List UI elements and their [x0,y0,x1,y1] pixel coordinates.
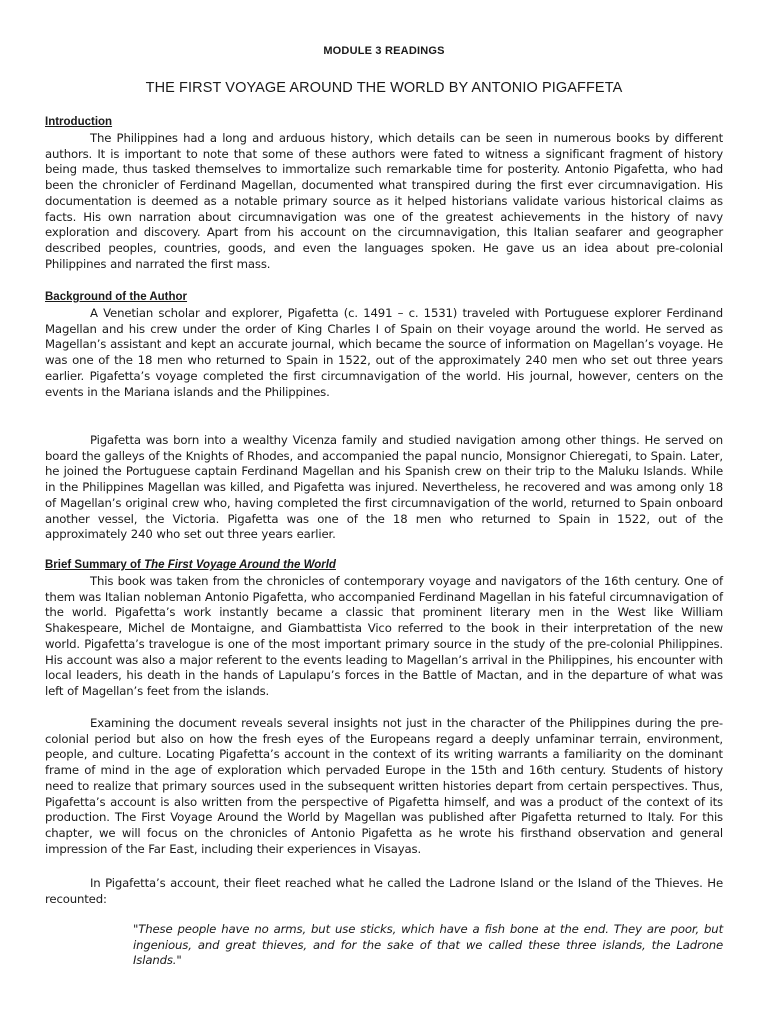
summary-paragraph-1: This book was taken from the chronicles of contemporary voyage and navigators of the 16th century. One of them was Italian nobleman Antonio Pigafetta, who accompanied Ferdinand Magellan in his fateful circumnavigation of the world. Pigafetta’s work instantly became a classic that prominent literary men in the West like William Shakespeare, Michel de Montaigne, and Giambattista Vico referred to the book in their interpretation of the new world. Pigafetta’s travelogue is one of the most important primary source in the study of the pre-colonial Philippines. His account was also a major referent to the events leading to Magellan’s arrival in the Philippines, his encounter with local leaders, his death in the hands of Lapulapu’s forces in the Battle of Mactan, and in the departure of what was left of Magellan’s feet from the islands. [45,574,723,698]
introduction-paragraph: The Philippines had a long and arduous history, which details can be seen in numerous books by different authors. It is important to note that some of these authors were fated to witness a significant fragment of history being made, thus tasked themselves to immortalize such remarkable time for posterity. Antonio Pigafetta, who had been the chronicler of Ferdinand Magellan, documented what transpired during the first ever circumnavigation. His documentation is deemed as a notable primary source as it helped historians validate various historical claims as facts. His own narration about circumnavigation was one of the greatest achievements in the history of navy exploration and discovery. Apart from his account on the circumnavigation, this Italian seafarer and geographer described peoples, countries, goods, and even the languages spoken. He gave us an idea about pre-colonial Philippines and narrated the first mass. [45,131,723,271]
pigafetta-quote: "These people have no arms, but use sticks, which have a fish bone at the end. They are poor, but ingenious, and great thieves, and for the sake of that we called these three islands, the Ladrone Islands." [133,922,723,968]
summary-paragraph-2: Examining the document reveals several insights not just in the character of the Philippines during the pre-colonial period but also on how the fresh eyes of the Europeans regard a deeply unfaminar terrain, environment, people, and culture. Locating Pigafetta’s account in the context of its writing warrants a familiarity on the dominant frame of mind in the age of exploration which pervaded Europe in the 15th and 16th century. Students of history need to realize that primary sources used in the subsequent written histories depart from certain perspectives. Thus, Pigafetta’s account is also written from the perspective of Pigafetta himself, and was a product of the context of its production. The First Voyage Around the World by Magellan was published after Pigafetta returned to Italy. For this chapter, we will focus on the chronicles of Antonio Pigafetta as he wrote his firsthand observation and general impression of the Far East, including their experiences in Visayas. [45,716,723,856]
section-heading-summary [45,559,336,571]
background-paragraph-2: Pigafetta was born into a wealthy Vicenza family and studied navigation among other things. He served on board the galleys of the Knights of Rhodes, and accompanied the papal nuncio, Monsignor Chieregati, to Spain. Later, he joined the Portuguese captain Ferdinand Magellan and his Spanish crew on their trip to the Maluku Islands. While in the Philippines Magellan was killed, and Pigafetta was injured. Nevertheless, he recovered and was among only 18 of Magellan’s original crew who, having completed the first circumnavigation of the world, returned to Spain onboard another vessel, the Victoria. Pigafetta was one of the 18 men who returned to Spain in 1522, out of the approximately 240 who set out three years earlier. [45,433,723,542]
document-title: THE FIRST VOYAGE AROUND THE WORLD BY ANTONIO PIGAFFETA [145,80,623,96]
section-heading-introduction: Introduction [45,116,113,128]
summary-heading-book-title: The First Voyage Around the World [144,559,336,571]
module-label: MODULE 3 READINGS [323,45,445,57]
summary-paragraph-3: In Pigafetta’s account, their fleet reached what he called the Ladrone Island or the Island of the Thieves. He recounted: [45,876,723,906]
summary-heading-prefix: Brief Summary of [45,559,145,571]
background-paragraph-1: A Venetian scholar and explorer, Pigafetta (c. 1491 – c. 1531) traveled with Portuguese explorer Ferdinand Magellan and his crew under the order of King Charles I of Spain on their voyage around the world. He served as Magellan’s assistant and kept an accurate journal, which became the source of information on Magellan’s voyage. He was one of the 18 men who returned to Spain in 1522, out of the approximately 240 men who set out three years earlier. Pigafetta’s voyage completed the first circumnavigation of the world. His journal, however, centers on the events in the Mariana islands and the Philippines. [45,306,723,399]
section-heading-background: Background of the Author [45,291,188,303]
